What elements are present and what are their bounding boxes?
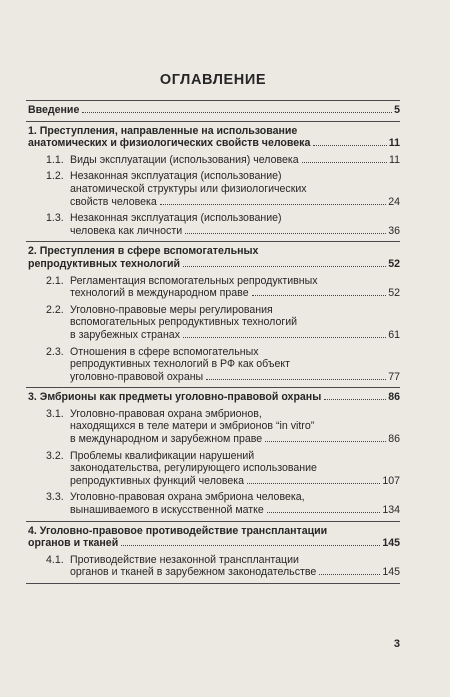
dot-leader [206, 379, 386, 380]
page-ref: 145 [382, 537, 400, 550]
toc-line [46, 170, 400, 183]
toc-line-text: Противодействие незаконной трансплантации [70, 553, 299, 566]
dot-leader [183, 337, 386, 338]
toc-line [46, 154, 400, 167]
toc-line-text: анатомической структуры или физиологических [70, 182, 307, 195]
toc-line-text: Незаконная эксплуатация (использование) [70, 170, 282, 183]
toc-line-text: 1. Преступления, направленные на использование [28, 124, 298, 137]
toc-line-text: вспомогательных репродуктивных технологий [70, 316, 298, 329]
toc-line [28, 104, 400, 117]
chapter-heading [28, 245, 400, 270]
dot-leader [252, 295, 387, 296]
subsection-entry [46, 275, 400, 300]
toc-line [46, 408, 400, 421]
toc-line [46, 196, 400, 209]
dot-leader [121, 545, 380, 546]
toc-line [46, 462, 400, 475]
toc-line-text: Введение [28, 104, 80, 116]
subsection-entry [46, 408, 400, 446]
page-ref: 86 [388, 391, 400, 404]
section-number: 3.2. [46, 449, 64, 462]
subsection-entry [46, 170, 400, 208]
toc-line-text: 2. Преступления в сфере вспомогательных [28, 245, 259, 258]
toc-line-text: вынашиваемого в искусственной матке [70, 504, 264, 517]
toc-entry [26, 242, 400, 388]
toc-line-text: Регламентация вспомогательных репродуктивных [70, 274, 318, 287]
page-ref: 36 [388, 224, 400, 237]
subsection-entry [46, 304, 400, 342]
page-ref: 11 [388, 137, 400, 150]
section-number: 2.1. [46, 274, 64, 287]
toc-line [46, 491, 400, 504]
dot-leader [265, 441, 386, 442]
toc-line-text: в зарубежных странах [70, 328, 180, 341]
dot-leader [302, 162, 387, 163]
page-ref: 134 [382, 504, 400, 517]
toc-line-text: технологий в международном праве [70, 287, 249, 300]
page-ref: 107 [382, 474, 400, 487]
section-number: 1.1. [46, 153, 64, 166]
subsection-entry [46, 212, 400, 237]
page-ref: 86 [388, 433, 400, 446]
toc-line-text: репродуктивных технологий [28, 257, 181, 270]
page-ref: 145 [382, 566, 400, 579]
toc-line [46, 183, 400, 196]
toc-line-text: репродуктивных технологий в РФ как объект [70, 358, 291, 371]
dot-leader [183, 266, 386, 267]
dot-leader [267, 512, 381, 513]
toc-line-text: свойств человека [70, 195, 157, 208]
dot-leader [319, 574, 380, 575]
toc-line-text: репродуктивных функций человека [70, 474, 245, 487]
toc-line-text: уголовно-правовой охраны [70, 370, 204, 383]
toc-line [46, 287, 400, 300]
toc-line-text: Отношения в сфере вспомогательных [70, 345, 259, 358]
toc-line-text: органов и тканей в зарубежном законодательстве [70, 566, 317, 579]
toc-line-text: анатомических и физиологических свойств человека [28, 137, 311, 150]
section-number: 3.3. [46, 491, 64, 504]
toc-line-text: Виды эксплуатации (использования) человека [70, 153, 299, 166]
toc-line [46, 475, 400, 488]
toc-entry [26, 388, 400, 521]
chapter-heading [28, 525, 400, 550]
dot-leader [160, 204, 386, 205]
toc-line [46, 371, 400, 384]
toc-line [28, 137, 400, 150]
toc-line-text: в международном и зарубежном праве [70, 433, 263, 446]
toc-line-text: 3. Эмбрионы как предметы уголовно-правовой охраны [28, 391, 322, 404]
page-ref: 61 [388, 328, 400, 341]
toc-line [46, 346, 400, 359]
toc-line-text: 4. Уголовно-правовое противодействие трансплантации [28, 524, 328, 537]
subsection-entry [46, 491, 400, 516]
section-number: 2.2. [46, 303, 64, 316]
toc-line-text: законодательства, регулирующего использование [70, 462, 317, 475]
toc-entry [26, 100, 400, 122]
toc-line [46, 316, 400, 329]
toc-line [28, 537, 400, 550]
toc-entry [26, 522, 400, 584]
dot-leader [185, 233, 386, 234]
toc-line [46, 420, 400, 433]
toc-line [46, 566, 400, 579]
toc-line [46, 433, 400, 446]
toc-line [46, 554, 400, 567]
toc-line [46, 450, 400, 463]
toc-line-text: Незаконная эксплуатация (использование) [70, 212, 282, 225]
toc-line-text: находящихся в теле матери и эмбрионов “in vitro” [70, 420, 315, 433]
toc-line [46, 329, 400, 342]
chapter-heading [28, 104, 400, 117]
dot-leader [247, 483, 380, 484]
toc-line-text: Проблемы квалификации нарушений [70, 449, 255, 462]
section-number: 4.1. [46, 553, 64, 566]
toc-line [46, 358, 400, 371]
subsection-entry [46, 154, 400, 167]
toc-line-text: Уголовно-правовая охрана эмбрионов, [70, 407, 262, 420]
dot-leader [82, 112, 392, 113]
toc-line [28, 258, 400, 271]
subsection-entry [46, 450, 400, 488]
toc-line [28, 525, 400, 538]
subsection-entry [46, 554, 400, 579]
dot-leader [313, 145, 386, 146]
dot-leader [324, 399, 386, 400]
toc-line-text: Уголовно-правовая охрана эмбриона человека, [70, 491, 305, 504]
page-title: ОГЛАВЛЕНИЕ [159, 72, 267, 88]
section-number: 2.3. [46, 345, 64, 358]
toc-line [46, 275, 400, 288]
section-number: 1.2. [46, 170, 64, 183]
toc-line [46, 212, 400, 225]
page-ref: 5 [394, 104, 400, 116]
chapter-heading [28, 391, 400, 404]
section-number: 3.1. [46, 407, 64, 420]
page-ref: 77 [388, 370, 400, 383]
section-number: 1.3. [46, 212, 64, 225]
chapter-heading [28, 125, 400, 150]
toc-line [28, 391, 400, 404]
toc-line-text: органов и тканей [28, 537, 119, 550]
page-number: 3 [393, 638, 400, 650]
toc-line-text: Уголовно-правовые меры регулирования [70, 303, 273, 316]
toc-line [46, 225, 400, 238]
page-ref: 52 [388, 257, 400, 270]
toc-line [28, 245, 400, 258]
toc-line [46, 304, 400, 317]
toc-line-text: человека как личности [70, 224, 183, 237]
table-of-contents [26, 100, 400, 584]
subsection-entry [46, 346, 400, 384]
toc-entry [26, 122, 400, 243]
page-ref: 11 [389, 153, 400, 166]
toc-line [28, 125, 400, 138]
toc-line [46, 504, 400, 517]
page-ref: 24 [388, 195, 400, 208]
page-ref: 52 [388, 287, 400, 300]
